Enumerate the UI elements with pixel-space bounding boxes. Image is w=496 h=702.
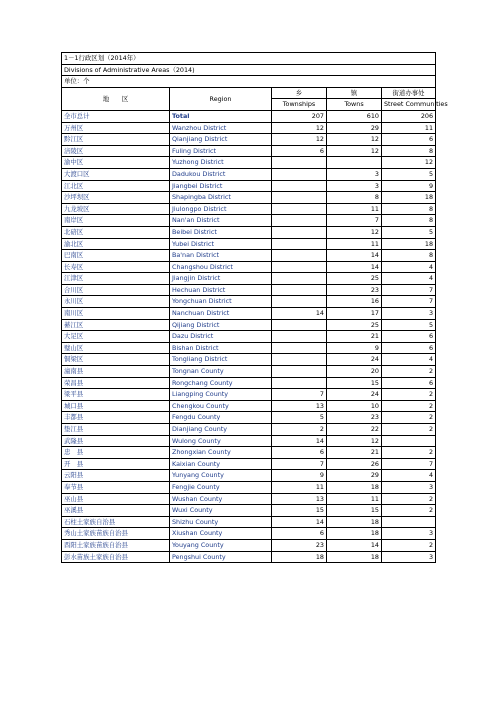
townships-value [272,366,327,378]
region-name-en: Tongliang District [170,354,272,366]
administrative-divisions-table [61,52,448,563]
street-communities-value: 3 [382,528,436,540]
towns-value: 29 [327,470,382,482]
street-communities-value: 4 [382,354,436,366]
table-row [62,493,436,505]
region-name-en: Pengshui County [170,551,272,563]
region-name-en: Fengdu County [170,412,272,424]
street-communities-value: 7 [382,458,436,470]
townships-value [272,157,327,169]
table-row [62,412,436,424]
street-communities-value: 6 [382,331,436,343]
region-name-en: Yuzhong District [170,157,272,169]
region-name-en: Chengkou County [170,400,272,412]
table-row [62,319,436,331]
region-name-en: Tongnan County [170,366,272,378]
towns-value: 12 [327,226,382,238]
area-name-cn: 渝中区 [62,157,170,169]
townships-value: 23 [272,539,327,551]
townships-value: 13 [272,400,327,412]
table-title-cn: 1－1行政区划（2014年） [62,53,436,65]
region-name-en: Dianjiang County [170,424,272,436]
header-region: Region [170,87,272,110]
table-row [62,284,436,296]
townships-value: 9 [272,470,327,482]
street-communities-value: 2 [382,412,436,424]
table-row [62,400,436,412]
table-row [62,342,436,354]
street-communities-value: 3 [382,308,436,320]
table-row [62,331,436,343]
townships-value: 2 [272,424,327,436]
street-communities-value: 206 [382,110,436,122]
townships-value [272,261,327,273]
street-communities-value: 3 [382,551,436,563]
townships-value [272,168,327,180]
area-name-cn: 云阳县 [62,470,170,482]
area-name-cn: 石柱土家族自治县 [62,516,170,528]
townships-value: 11 [272,481,327,493]
region-name-en: Yunyang County [170,470,272,482]
area-name-cn: 全市总计 [62,110,170,122]
towns-value [327,157,382,169]
street-communities-value: 8 [382,145,436,157]
street-communities-value: 4 [382,273,436,285]
towns-value: 10 [327,400,382,412]
table-row [62,424,436,436]
area-name-cn: 大渡口区 [62,168,170,180]
area-name-cn: 合川区 [62,284,170,296]
area-name-cn: 北碚区 [62,226,170,238]
towns-value: 610 [327,110,382,122]
table-row [62,192,436,204]
towns-value: 24 [327,389,382,401]
street-communities-value: 2 [382,424,436,436]
region-name-en: Wuxi County [170,505,272,517]
townships-value: 13 [272,493,327,505]
area-name-cn: 大足区 [62,331,170,343]
table-row [62,539,436,551]
unit-row [62,76,436,88]
table-row [62,226,436,238]
area-name-cn: 巴南区 [62,250,170,262]
towns-value: 18 [327,528,382,540]
townships-value [272,180,327,192]
region-name-en: Shizhu County [170,516,272,528]
street-communities-value: 7 [382,284,436,296]
towns-value: 3 [327,168,382,180]
header-towns-cn: 镇 [327,87,382,99]
street-communities-value: 8 [382,250,436,262]
area-name-cn: 潼南县 [62,366,170,378]
towns-value: 3 [327,180,382,192]
area-name-cn: 巫山县 [62,493,170,505]
area-name-cn: 彭水苗族土家族自治县 [62,551,170,563]
region-name-en: Jiangjin District [170,273,272,285]
towns-value: 12 [327,145,382,157]
towns-value: 18 [327,551,382,563]
street-communities-value: 18 [382,192,436,204]
table-row [62,145,436,157]
table-row [62,354,436,366]
townships-value: 6 [272,145,327,157]
street-communities-value: 3 [382,481,436,493]
area-name-cn: 巫溪县 [62,505,170,517]
street-communities-value: 2 [382,539,436,551]
towns-value: 21 [327,447,382,459]
table-row [62,122,436,134]
townships-value: 207 [272,110,327,122]
street-communities-value: 2 [382,505,436,517]
table-row [62,377,436,389]
towns-value: 23 [327,284,382,296]
area-name-cn: 江北区 [62,180,170,192]
towns-value: 18 [327,516,382,528]
street-communities-value [382,435,436,447]
street-communities-value: 9 [382,180,436,192]
table-row [62,215,436,227]
towns-value: 29 [327,122,382,134]
towns-value: 14 [327,539,382,551]
table-row [62,261,436,273]
table-row [62,389,436,401]
townships-value [272,319,327,331]
townships-value [272,238,327,250]
area-name-cn: 綦江区 [62,319,170,331]
towns-value: 7 [327,215,382,227]
area-name-cn: 南川区 [62,308,170,320]
street-communities-value: 11 [382,122,436,134]
region-name-en: Nan'an District [170,215,272,227]
region-name-en: Xiushan County [170,528,272,540]
towns-value: 12 [327,134,382,146]
table-row [62,551,436,563]
area-name-cn: 荣昌县 [62,377,170,389]
townships-value: 6 [272,447,327,459]
table-row [62,168,436,180]
townships-value: 15 [272,505,327,517]
area-name-cn: 渝北区 [62,238,170,250]
region-name-en: Beibei District [170,226,272,238]
area-name-cn: 璧山区 [62,342,170,354]
header-townships-en: Townships [272,99,327,111]
region-name-en: Wushan County [170,493,272,505]
table-row [62,516,436,528]
towns-value: 14 [327,250,382,262]
street-communities-value: 6 [382,134,436,146]
towns-value: 8 [327,192,382,204]
region-name-en: Qianjiang District [170,134,272,146]
towns-value: 9 [327,342,382,354]
townships-value [272,203,327,215]
area-name-cn: 梁平县 [62,389,170,401]
region-name-en: Changshou District [170,261,272,273]
towns-value: 22 [327,424,382,436]
header-towns-en: Towns [327,99,382,111]
region-name-en: Zhongxian County [170,447,272,459]
townships-value [272,342,327,354]
townships-value [272,250,327,262]
area-name-cn: 黔江区 [62,134,170,146]
area-name-cn: 武隆县 [62,435,170,447]
towns-value: 25 [327,319,382,331]
statistics-sheet [61,52,448,563]
street-communities-value: 4 [382,470,436,482]
towns-value: 21 [327,331,382,343]
townships-value: 7 [272,458,327,470]
table-row [62,250,436,262]
street-communities-value: 8 [382,215,436,227]
street-communities-value: 6 [382,377,436,389]
towns-value: 18 [327,481,382,493]
header-townships-cn: 乡 [272,87,327,99]
area-name-cn: 万州区 [62,122,170,134]
area-name-cn: 涪陵区 [62,145,170,157]
townships-value [272,354,327,366]
street-communities-value: 7 [382,296,436,308]
region-name-en: Yubei District [170,238,272,250]
region-name-en: Kaixian County [170,458,272,470]
table-row [62,435,436,447]
towns-value: 12 [327,435,382,447]
header-area-cn: 地 区 [62,87,170,110]
region-name-en: Fengjie County [170,481,272,493]
area-name-cn: 忠 县 [62,447,170,459]
table-row [62,273,436,285]
townships-value [272,273,327,285]
towns-value: 15 [327,377,382,389]
towns-value: 20 [327,366,382,378]
street-communities-value: 18 [382,238,436,250]
townships-value: 14 [272,435,327,447]
area-name-cn: 铜梁区 [62,354,170,366]
street-communities-value: 8 [382,203,436,215]
table-row [62,470,436,482]
unit-label: 单位：个 [62,76,436,88]
region-name-en: Total [170,110,272,122]
street-communities-value: 5 [382,168,436,180]
region-name-en: Liangping County [170,389,272,401]
area-name-cn: 秀山土家族苗族自治县 [62,528,170,540]
area-name-cn: 永川区 [62,296,170,308]
table-row [62,296,436,308]
townships-value [272,192,327,204]
region-name-en: Dazu District [170,331,272,343]
region-name-en: Dadukou District [170,168,272,180]
header-street-en: Street Communities [382,99,436,111]
table-title-en: Divisions of Administrative Areas（2014) [62,64,436,76]
street-communities-value: 2 [382,493,436,505]
townships-value: 7 [272,389,327,401]
table-row [62,157,436,169]
region-name-en: Rongchang County [170,377,272,389]
region-name-en: Shapingba District [170,192,272,204]
area-name-cn: 长寿区 [62,261,170,273]
table-row [62,447,436,459]
region-name-en: Qijiang District [170,319,272,331]
townships-value [272,296,327,308]
townships-value [272,284,327,296]
region-name-en: Wanzhou District [170,122,272,134]
header-street-cn: 街道办事处 [382,87,436,99]
towns-value: 24 [327,354,382,366]
area-name-cn: 酉阳土家族苗族自治县 [62,539,170,551]
townships-value: 14 [272,516,327,528]
street-communities-value: 4 [382,261,436,273]
region-name-en: Jiulongpo District [170,203,272,215]
townships-value: 5 [272,412,327,424]
region-name-en: Hechuan District [170,284,272,296]
table-row [62,134,436,146]
townships-value: 6 [272,528,327,540]
region-name-en: Youyang County [170,539,272,551]
towns-value: 11 [327,493,382,505]
townships-value [272,215,327,227]
towns-value: 15 [327,505,382,517]
townships-value: 18 [272,551,327,563]
area-name-cn: 垫江县 [62,424,170,436]
area-name-cn: 九龙坡区 [62,203,170,215]
towns-value: 26 [327,458,382,470]
region-name-en: Nanchuan District [170,308,272,320]
table-row [62,203,436,215]
region-name-en: Yongchuan District [170,296,272,308]
area-name-cn: 城口县 [62,400,170,412]
table-row [62,308,436,320]
townships-value [272,226,327,238]
table-row [62,110,436,122]
table-row [62,481,436,493]
table-row [62,505,436,517]
area-name-cn: 江津区 [62,273,170,285]
street-communities-value: 2 [382,366,436,378]
street-communities-value: 5 [382,319,436,331]
region-name-en: Bishan District [170,342,272,354]
towns-value: 11 [327,238,382,250]
region-name-en: Ba'nan District [170,250,272,262]
table-row [62,238,436,250]
towns-value: 23 [327,412,382,424]
region-name-en: Wulong County [170,435,272,447]
street-communities-value: 6 [382,342,436,354]
area-name-cn: 开 县 [62,458,170,470]
table-row [62,528,436,540]
townships-value [272,331,327,343]
towns-value: 11 [327,203,382,215]
towns-value: 25 [327,273,382,285]
street-communities-value: 2 [382,447,436,459]
title-cn-row [62,53,436,65]
area-name-cn: 南岸区 [62,215,170,227]
townships-value [272,377,327,389]
header-row-1 [62,87,436,99]
area-name-cn: 沙坪坝区 [62,192,170,204]
street-communities-value: 2 [382,389,436,401]
street-communities-value: 2 [382,400,436,412]
table-row [62,180,436,192]
table-row [62,366,436,378]
area-name-cn: 丰都县 [62,412,170,424]
towns-value: 16 [327,296,382,308]
street-communities-value: 12 [382,157,436,169]
towns-value: 14 [327,261,382,273]
region-name-en: Fuling District [170,145,272,157]
towns-value: 17 [327,308,382,320]
townships-value: 14 [272,308,327,320]
table-row [62,458,436,470]
title-en-row [62,64,436,76]
townships-value: 12 [272,134,327,146]
region-name-en: Jiangbei District [170,180,272,192]
street-communities-value: 5 [382,226,436,238]
area-name-cn: 奉节县 [62,481,170,493]
street-communities-value [382,516,436,528]
townships-value: 12 [272,122,327,134]
